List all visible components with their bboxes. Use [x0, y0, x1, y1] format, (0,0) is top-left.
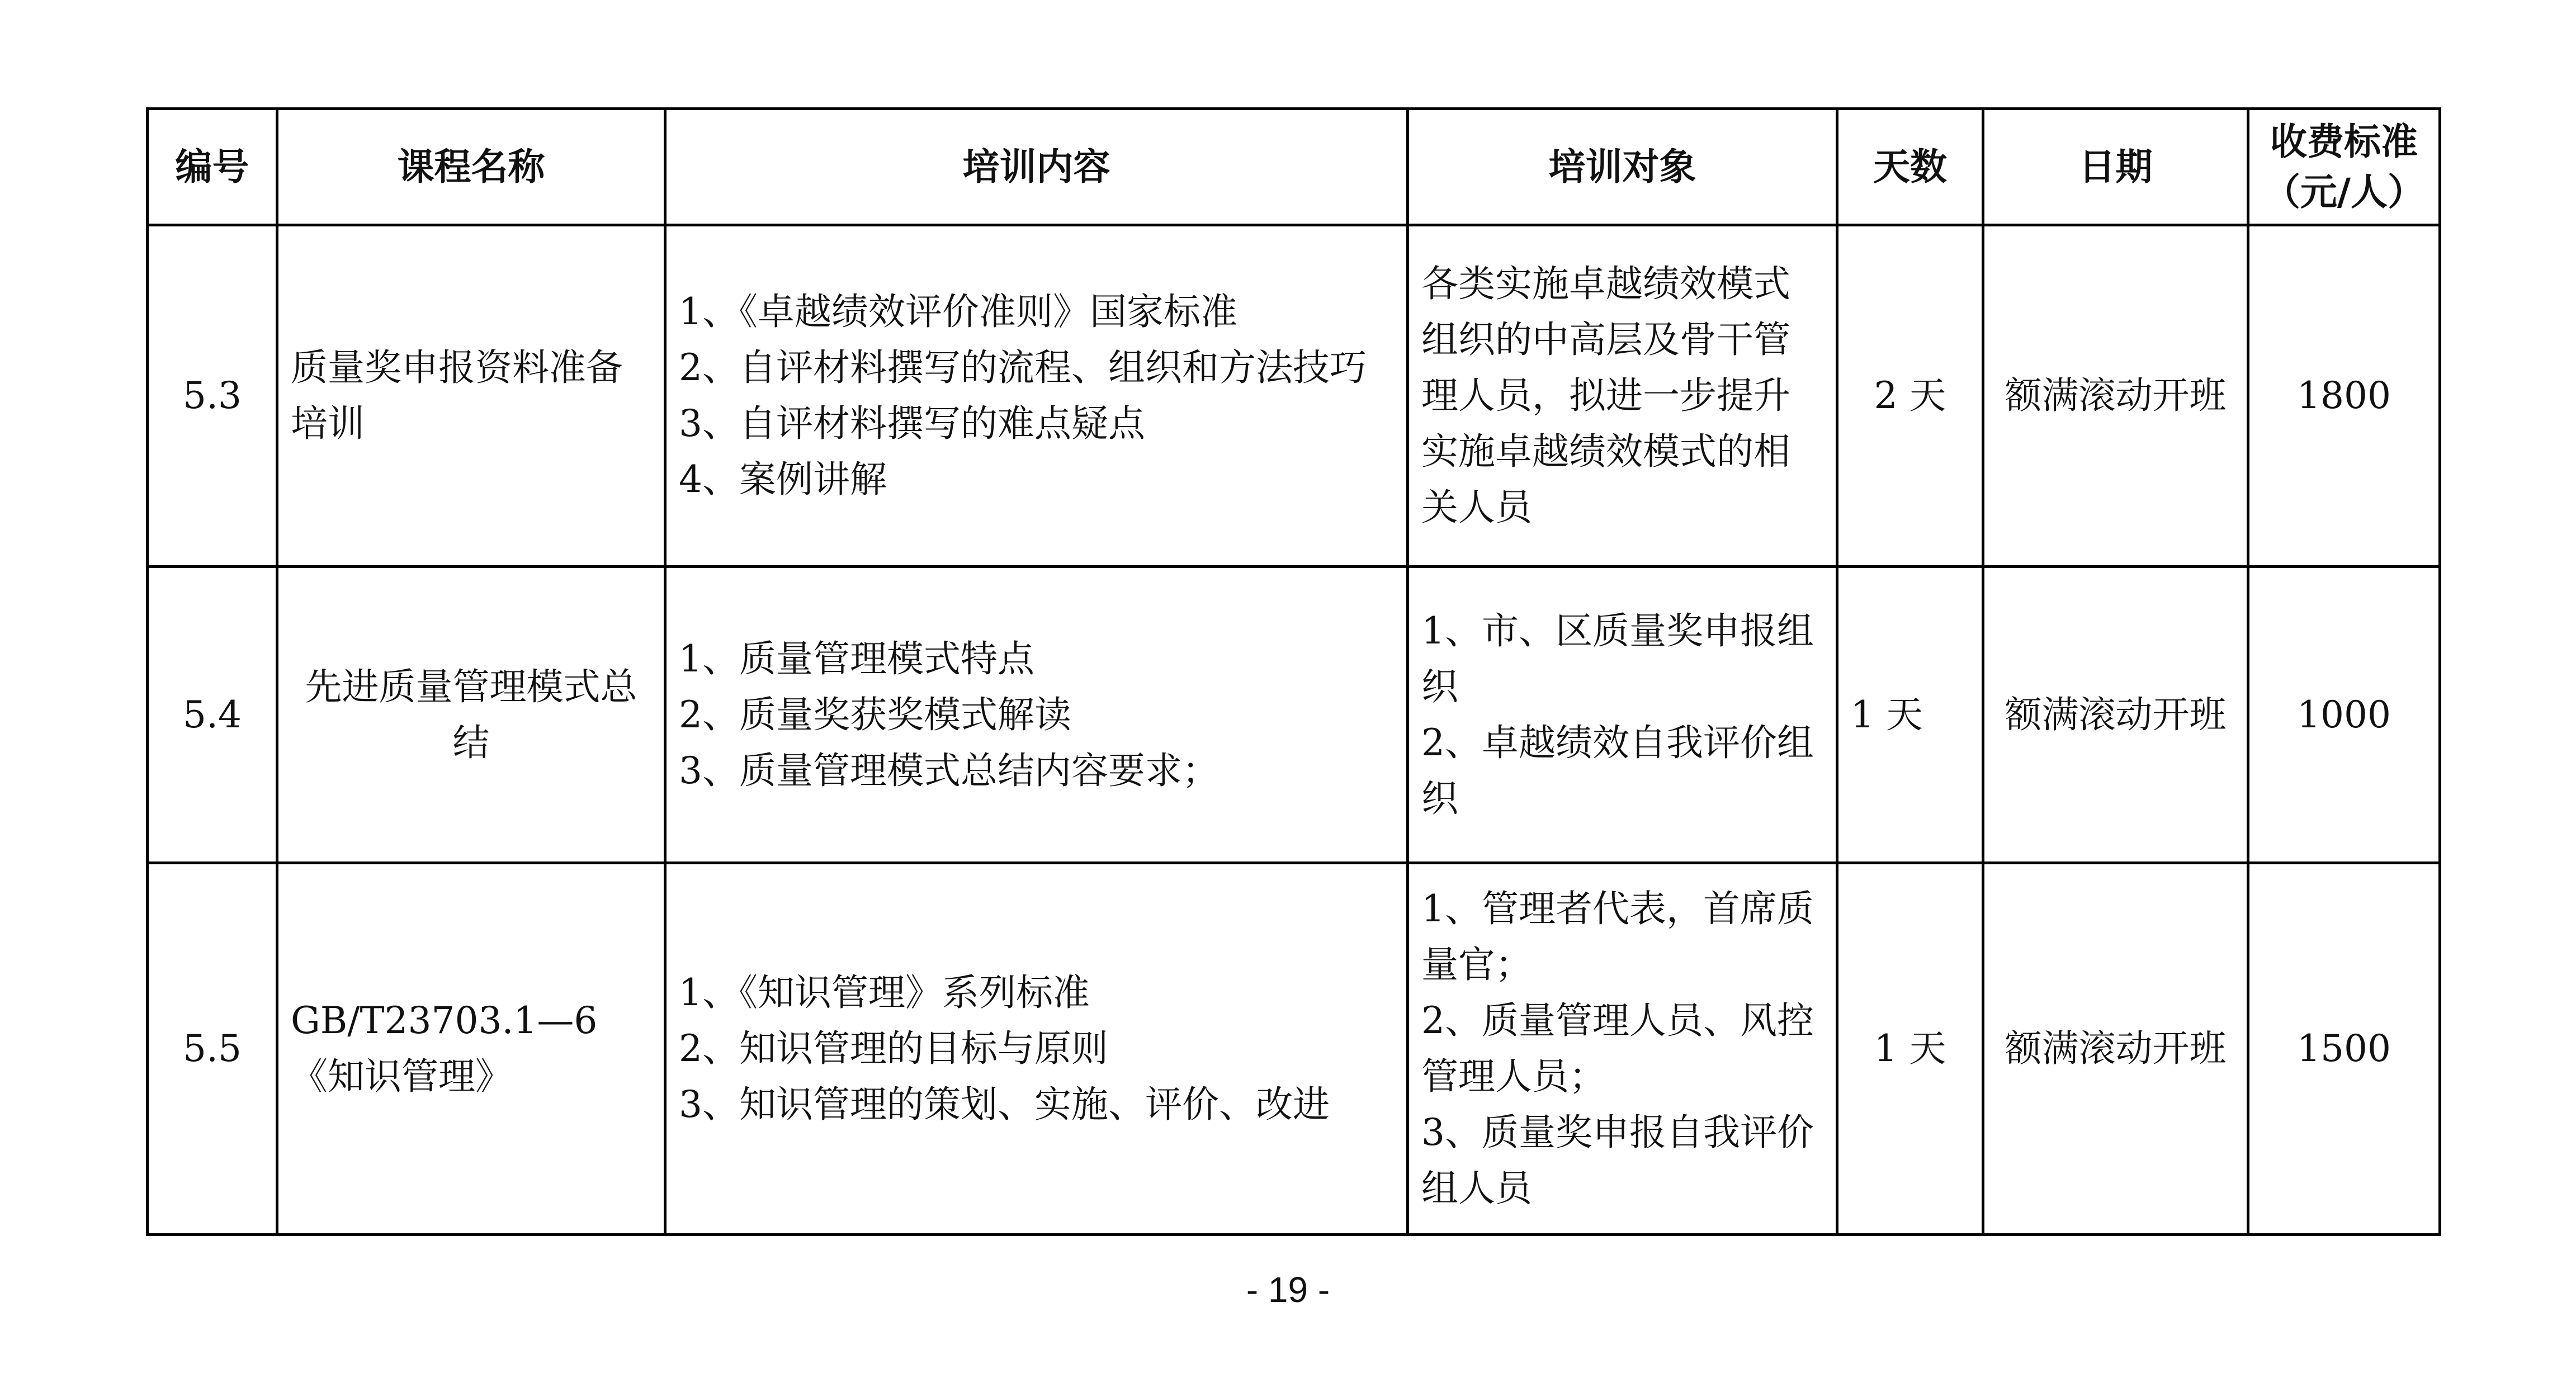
target-line: 各类实施卓越绩效模式组织的中高层及骨干管理人员，拟进一步提升实施卓越绩效模式的相关人员 — [1421, 262, 1790, 529]
header-content: 培训内容 — [665, 109, 1408, 225]
content-line: 1、《卓越绩效评价准则》国家标准 — [679, 290, 1237, 333]
header-row — [148, 109, 2440, 225]
content-line: 2、自评材料撰写的流程、组织和方法技巧 — [679, 346, 1367, 389]
cell-fee: 1800 — [2248, 225, 2440, 567]
cell-target — [1408, 863, 1837, 1235]
cell-date: 额满滚动开班 — [1983, 567, 2248, 863]
target-line: 2、质量管理人员、风控管理人员； — [1421, 999, 1814, 1098]
cell-content — [665, 225, 1408, 567]
content-line: 3、自评材料撰写的难点疑点 — [679, 402, 1145, 445]
cell-course: GB/T23703.1—6《知识管理》 — [277, 863, 665, 1235]
content-line: 3、知识管理的策划、实施、评价、改进 — [679, 1083, 1330, 1126]
cell-no: 5.3 — [148, 225, 277, 567]
header-days: 天数 — [1837, 109, 1983, 225]
cell-content — [665, 863, 1408, 1235]
cell-course: 质量奖申报资料准备培训 — [277, 225, 665, 567]
cell-date: 额满滚动开班 — [1983, 225, 2248, 567]
page-number: - 19 - — [1246, 1270, 1330, 1310]
cell-target — [1408, 225, 1837, 567]
header-no: 编号 — [148, 109, 277, 225]
content-line: 3、质量管理模式总结内容要求； — [679, 749, 1219, 792]
content-line: 2、质量奖获奖模式解读 — [679, 693, 1071, 736]
course-table — [146, 107, 2441, 1236]
table-row — [148, 567, 2440, 863]
cell-target — [1408, 567, 1837, 863]
cell-days: 1 天 — [1837, 567, 1983, 863]
target-line: 3、质量奖申报自我评价组人员 — [1421, 1111, 1814, 1210]
cell-fee: 1000 — [2248, 567, 2440, 863]
header-fee — [2248, 109, 2440, 225]
content-line: 1、《知识管理》系列标准 — [679, 971, 1090, 1014]
table-row — [148, 863, 2440, 1235]
target-line: 2、卓越绩效自我评价组织 — [1421, 721, 1814, 820]
cell-no: 5.5 — [148, 863, 277, 1235]
cell-course: 先进质量管理模式总结 — [277, 567, 665, 863]
target-line: 1、市、区质量奖申报组织 — [1421, 609, 1814, 708]
header-course: 课程名称 — [277, 109, 665, 225]
cell-days: 1 天 — [1837, 863, 1983, 1235]
header-fee-line1: 收费标准 — [2270, 120, 2418, 164]
header-fee-line2: （元/人） — [2263, 170, 2425, 214]
cell-fee: 1500 — [2248, 863, 2440, 1235]
content-line: 4、案例讲解 — [679, 458, 887, 501]
cell-no: 5.4 — [148, 567, 277, 863]
content-line: 1、质量管理模式特点 — [679, 637, 1034, 680]
target-line: 1、管理者代表，首席质量官； — [1421, 887, 1814, 986]
content-line: 2、知识管理的目标与原则 — [679, 1027, 1108, 1070]
cell-content — [665, 567, 1408, 863]
header-target: 培训对象 — [1408, 109, 1837, 225]
table-row — [148, 225, 2440, 567]
cell-days: 2 天 — [1837, 225, 1983, 567]
header-date: 日期 — [1983, 109, 2248, 225]
cell-date: 额满滚动开班 — [1983, 863, 2248, 1235]
